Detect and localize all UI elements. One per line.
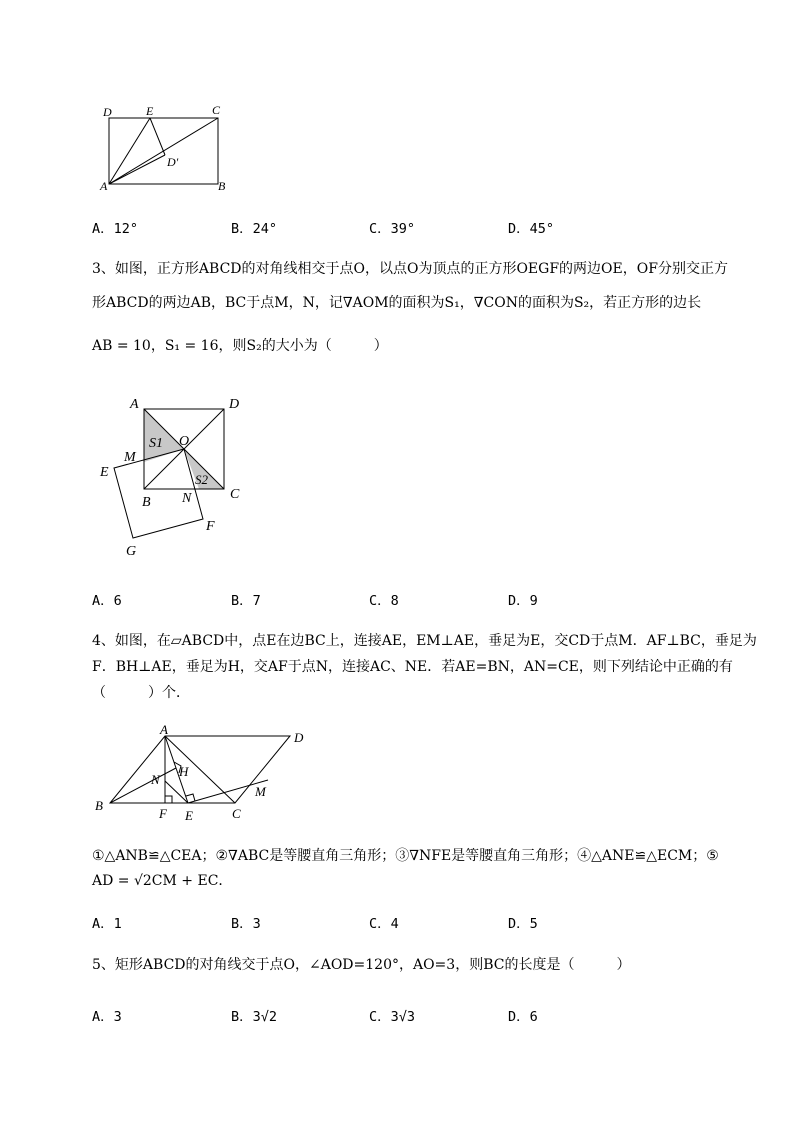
label-b: B: [218, 179, 226, 193]
seg-ae: [109, 118, 150, 184]
q5-option-d[interactable]: D．6: [508, 1009, 538, 1025]
label-e: E: [100, 465, 109, 480]
label-e: E: [185, 808, 193, 823]
q4-option-a[interactable]: A．1: [92, 916, 122, 932]
q4-stem-line1: 4、如图，在▱ABCD中，点E在边BC上，连接AE，EM⊥AE，垂足为E，交CD于点M．AF⊥BC，垂足为: [92, 633, 757, 649]
label-c: C: [230, 487, 240, 502]
label-d: D: [103, 105, 112, 119]
label-e: E: [146, 104, 154, 118]
label-n: N: [182, 491, 192, 506]
q4-option-d[interactable]: D．5: [508, 916, 538, 932]
q5-option-a[interactable]: A．3: [92, 1009, 122, 1025]
label-f: F: [206, 519, 215, 534]
q2-option-c[interactable]: C．39°: [369, 221, 416, 237]
right-angle-f: [165, 796, 172, 803]
label-c: C: [232, 806, 241, 821]
q4-conclusions-line1: ①△ANB≌△CEA；②∇ABC是等腰直角三角形；③∇NFE是等腰直角三角形；④△ANE≌△ECM；⑤: [92, 848, 719, 864]
label-n: N: [151, 772, 160, 787]
label-s1: S1: [149, 436, 163, 451]
label-m: M: [255, 784, 266, 799]
label-a: A: [160, 722, 168, 737]
seg-bh: [110, 768, 176, 803]
label-a: A: [130, 397, 139, 412]
q3-stem-line3: AB = 10，S₁ = 16，则S₂的大小为（ ）: [92, 338, 388, 354]
q3-option-c[interactable]: C．8: [369, 593, 399, 609]
figure-q4-parallelogram: [90, 722, 320, 827]
label-d: D: [229, 397, 240, 412]
q3-option-d[interactable]: D．9: [508, 593, 538, 609]
q4-option-b[interactable]: B．3: [231, 916, 261, 932]
q2-option-a[interactable]: A．12°: [92, 221, 139, 237]
q3-stem-line1: 3、如图，正方形ABCD的对角线相交于点O，以点O为顶点的正方形OEGF的两边OE，OF分别交正方: [92, 261, 728, 277]
label-a: A: [100, 179, 108, 193]
label-d-prime: D′: [167, 155, 179, 169]
q4-stem-line3: （ ）个．: [92, 685, 190, 701]
q3-stem-line2: 形ABCD的两边AB，BC于点M，N，记∇AOM的面积为S₁，∇CON的面积为S₂，若正方形的边长: [92, 295, 702, 311]
q5-option-c[interactable]: C．3√3: [369, 1009, 416, 1025]
q2-option-b[interactable]: B．24°: [231, 221, 278, 237]
label-c: C: [212, 103, 221, 117]
label-b: B: [142, 495, 151, 510]
label-m: M: [124, 450, 136, 465]
q4-stem-line2: F．BH⊥AE，垂足为H，交AF于点N，连接AC、NE．若AE=BN，AN=CE，则下列结论中正确的有: [92, 659, 733, 675]
seg-ad-prime: [109, 155, 165, 184]
q4-conclusions-line2: AD = √2CM + EC．: [92, 873, 233, 889]
q3-option-a[interactable]: A．6: [92, 593, 122, 609]
figure-q3-squares: [95, 390, 265, 565]
label-b: B: [95, 798, 103, 813]
q3-option-b[interactable]: B．7: [231, 593, 261, 609]
figure-q2-rectangle: [95, 100, 235, 195]
q5-stem: 5、矩形ABCD的对角线交于点O，∠AOD=120°，AO=3，则BC的长度是（ ）: [92, 957, 631, 973]
label-o: O: [179, 434, 190, 449]
label-d: D: [294, 730, 304, 745]
label-s2: S2: [195, 472, 208, 487]
q2-option-d[interactable]: D．45°: [508, 221, 555, 237]
seg-ed-prime: [150, 118, 165, 155]
label-g: G: [126, 544, 137, 559]
label-h: H: [179, 764, 189, 779]
q4-option-c[interactable]: C．4: [369, 916, 399, 932]
q5-option-b[interactable]: B．3√2: [231, 1009, 278, 1025]
label-f: F: [159, 806, 167, 821]
